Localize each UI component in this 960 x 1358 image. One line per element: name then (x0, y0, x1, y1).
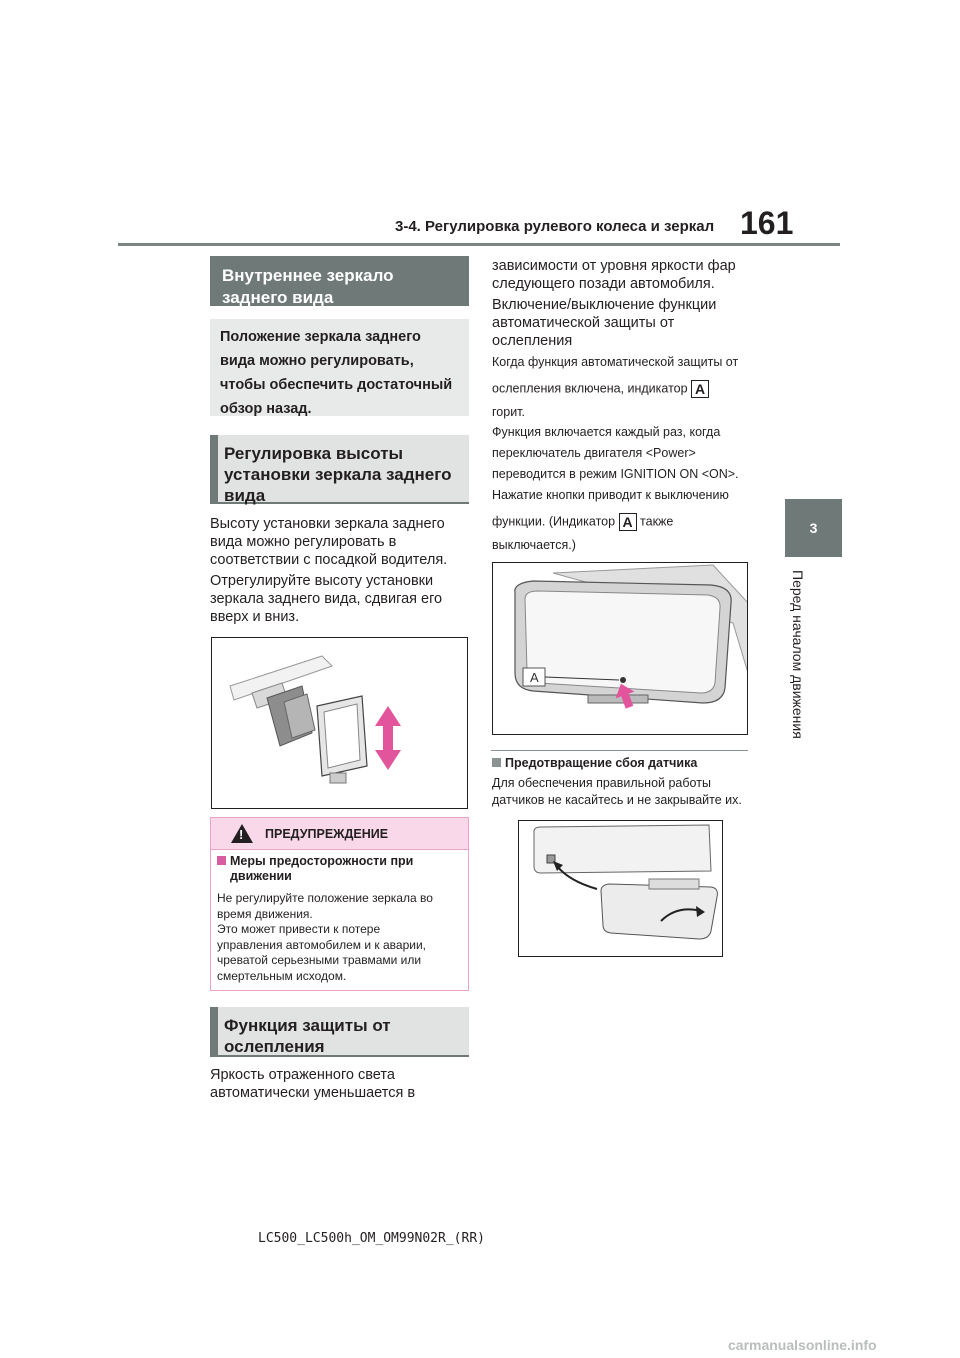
text-line: Нажатие кнопки приводит к выключению (492, 488, 729, 502)
height-paragraph-1 (210, 515, 470, 569)
sensor-title (492, 755, 757, 772)
warning-subtitle (211, 850, 468, 884)
title-line: Функция защиты от (224, 1016, 391, 1035)
warning-text (211, 884, 468, 984)
text-line: смертельным исходом. (217, 968, 347, 983)
right-paragraph-2 (492, 296, 757, 350)
text-line: движении (230, 869, 292, 883)
mirror-height-illustration (211, 637, 468, 809)
text-line: следующего позади автомобиля. (492, 276, 715, 292)
title-inner-mirror: Внутреннее зеркало заднего вида (210, 256, 469, 306)
chapter-number: 3 (809, 520, 818, 536)
title-antiglare (210, 1007, 469, 1057)
intro-line: чтобы обеспечить достаточный (220, 377, 453, 393)
antiglare-note (492, 354, 757, 557)
mirror-indicator-illustration (492, 562, 748, 735)
text-line: Для обеспечения правильной работы (492, 776, 711, 790)
text-line: Функция включается каждый раз, когда (492, 425, 721, 439)
title-line: ослепления (224, 1037, 325, 1056)
chapter-title: Перед началом движения (790, 570, 806, 739)
page-number: 161 (740, 205, 794, 241)
intro-line: вида можно регулировать, (220, 353, 414, 369)
text-line: автоматической защиты от (492, 315, 675, 331)
text-line: ослепления (492, 333, 573, 349)
text-line: автоматически уменьшается в (210, 1085, 416, 1101)
text-line: также (640, 514, 674, 529)
text-line: вида можно регулировать в (210, 534, 397, 550)
watermark: carmanualsonline.info (728, 1337, 877, 1353)
section-header: 3-4. Регулировка рулевого колеса и зеркал (395, 218, 715, 235)
header-divider (118, 243, 840, 246)
text-line: Включение/выключение функции (492, 297, 717, 313)
mirror-sensors-illustration (518, 820, 723, 957)
text-line: Предотвращение сбоя датчика (505, 756, 698, 770)
text-line: Это может привести к потере (217, 922, 381, 936)
warning-box (210, 817, 469, 991)
text-line: Яркость отраженного света (210, 1067, 395, 1083)
warning-header (211, 818, 468, 850)
grey-square-bullet-icon (492, 758, 501, 767)
warning-triangle-icon (231, 824, 253, 843)
pink-square-bullet-icon (217, 856, 226, 865)
text-line: вверх и вниз. (210, 609, 300, 625)
text-line: выключается.) (492, 538, 576, 552)
text-line: Когда функция автоматической защиты от (492, 355, 739, 369)
title-line: установки зеркала заднего (224, 465, 452, 484)
text-line: Отрегулируйте высоту установки (210, 573, 434, 589)
text-line: зеркала заднего вида, сдвигая его (210, 591, 443, 607)
text-line: зависимости от уровня яркости фар (492, 258, 736, 274)
text-line: переводится в режим IGNITION ON <ON>. (492, 467, 739, 481)
title-line: Регулировка высоты (224, 444, 404, 463)
height-paragraph-2 (210, 572, 470, 626)
text-line: чреватой серьезными травмами или (217, 953, 422, 967)
text-line: функции. (Индикатор (492, 514, 616, 529)
text-line: датчиков не касайтесь и не закрывайте их. (492, 793, 742, 807)
text-line: управления автомобилем и к аварии, (217, 937, 426, 952)
indicator-a-icon: A (691, 380, 709, 398)
intro-line: обзор назад. (220, 401, 312, 417)
sensor-text (492, 775, 757, 809)
section-divider (491, 750, 748, 751)
antiglare-paragraph (210, 1066, 470, 1102)
figure-label-a: A (530, 670, 539, 685)
title-height-adjust (210, 435, 469, 504)
document-code: LC500_LC500h_OM_OM99N02R_(RR) (258, 1231, 485, 1246)
chapter-tab (785, 499, 842, 557)
right-paragraph-1 (492, 257, 757, 293)
text-line: Меры предосторожности при (230, 854, 414, 868)
text-line: ослепления включена, индикатор (492, 381, 688, 396)
warning-label: ПРЕДУПРЕЖДЕНИЕ (265, 826, 389, 841)
text-line: соответствии с посадкой водителя. (210, 552, 448, 568)
indicator-a-icon: A (619, 513, 637, 531)
intro-box (210, 319, 469, 416)
title-line: вида (224, 486, 266, 505)
intro-line: Положение зеркала заднего (220, 329, 421, 345)
text-line: Высоту установки зеркала заднего (210, 516, 445, 532)
text-line: переключатель двигателя <Power> (492, 446, 696, 460)
text-line: Не регулируйте положение зеркала во (217, 891, 433, 905)
text-line: время движения. (217, 906, 313, 921)
text-line: горит. (492, 405, 525, 419)
